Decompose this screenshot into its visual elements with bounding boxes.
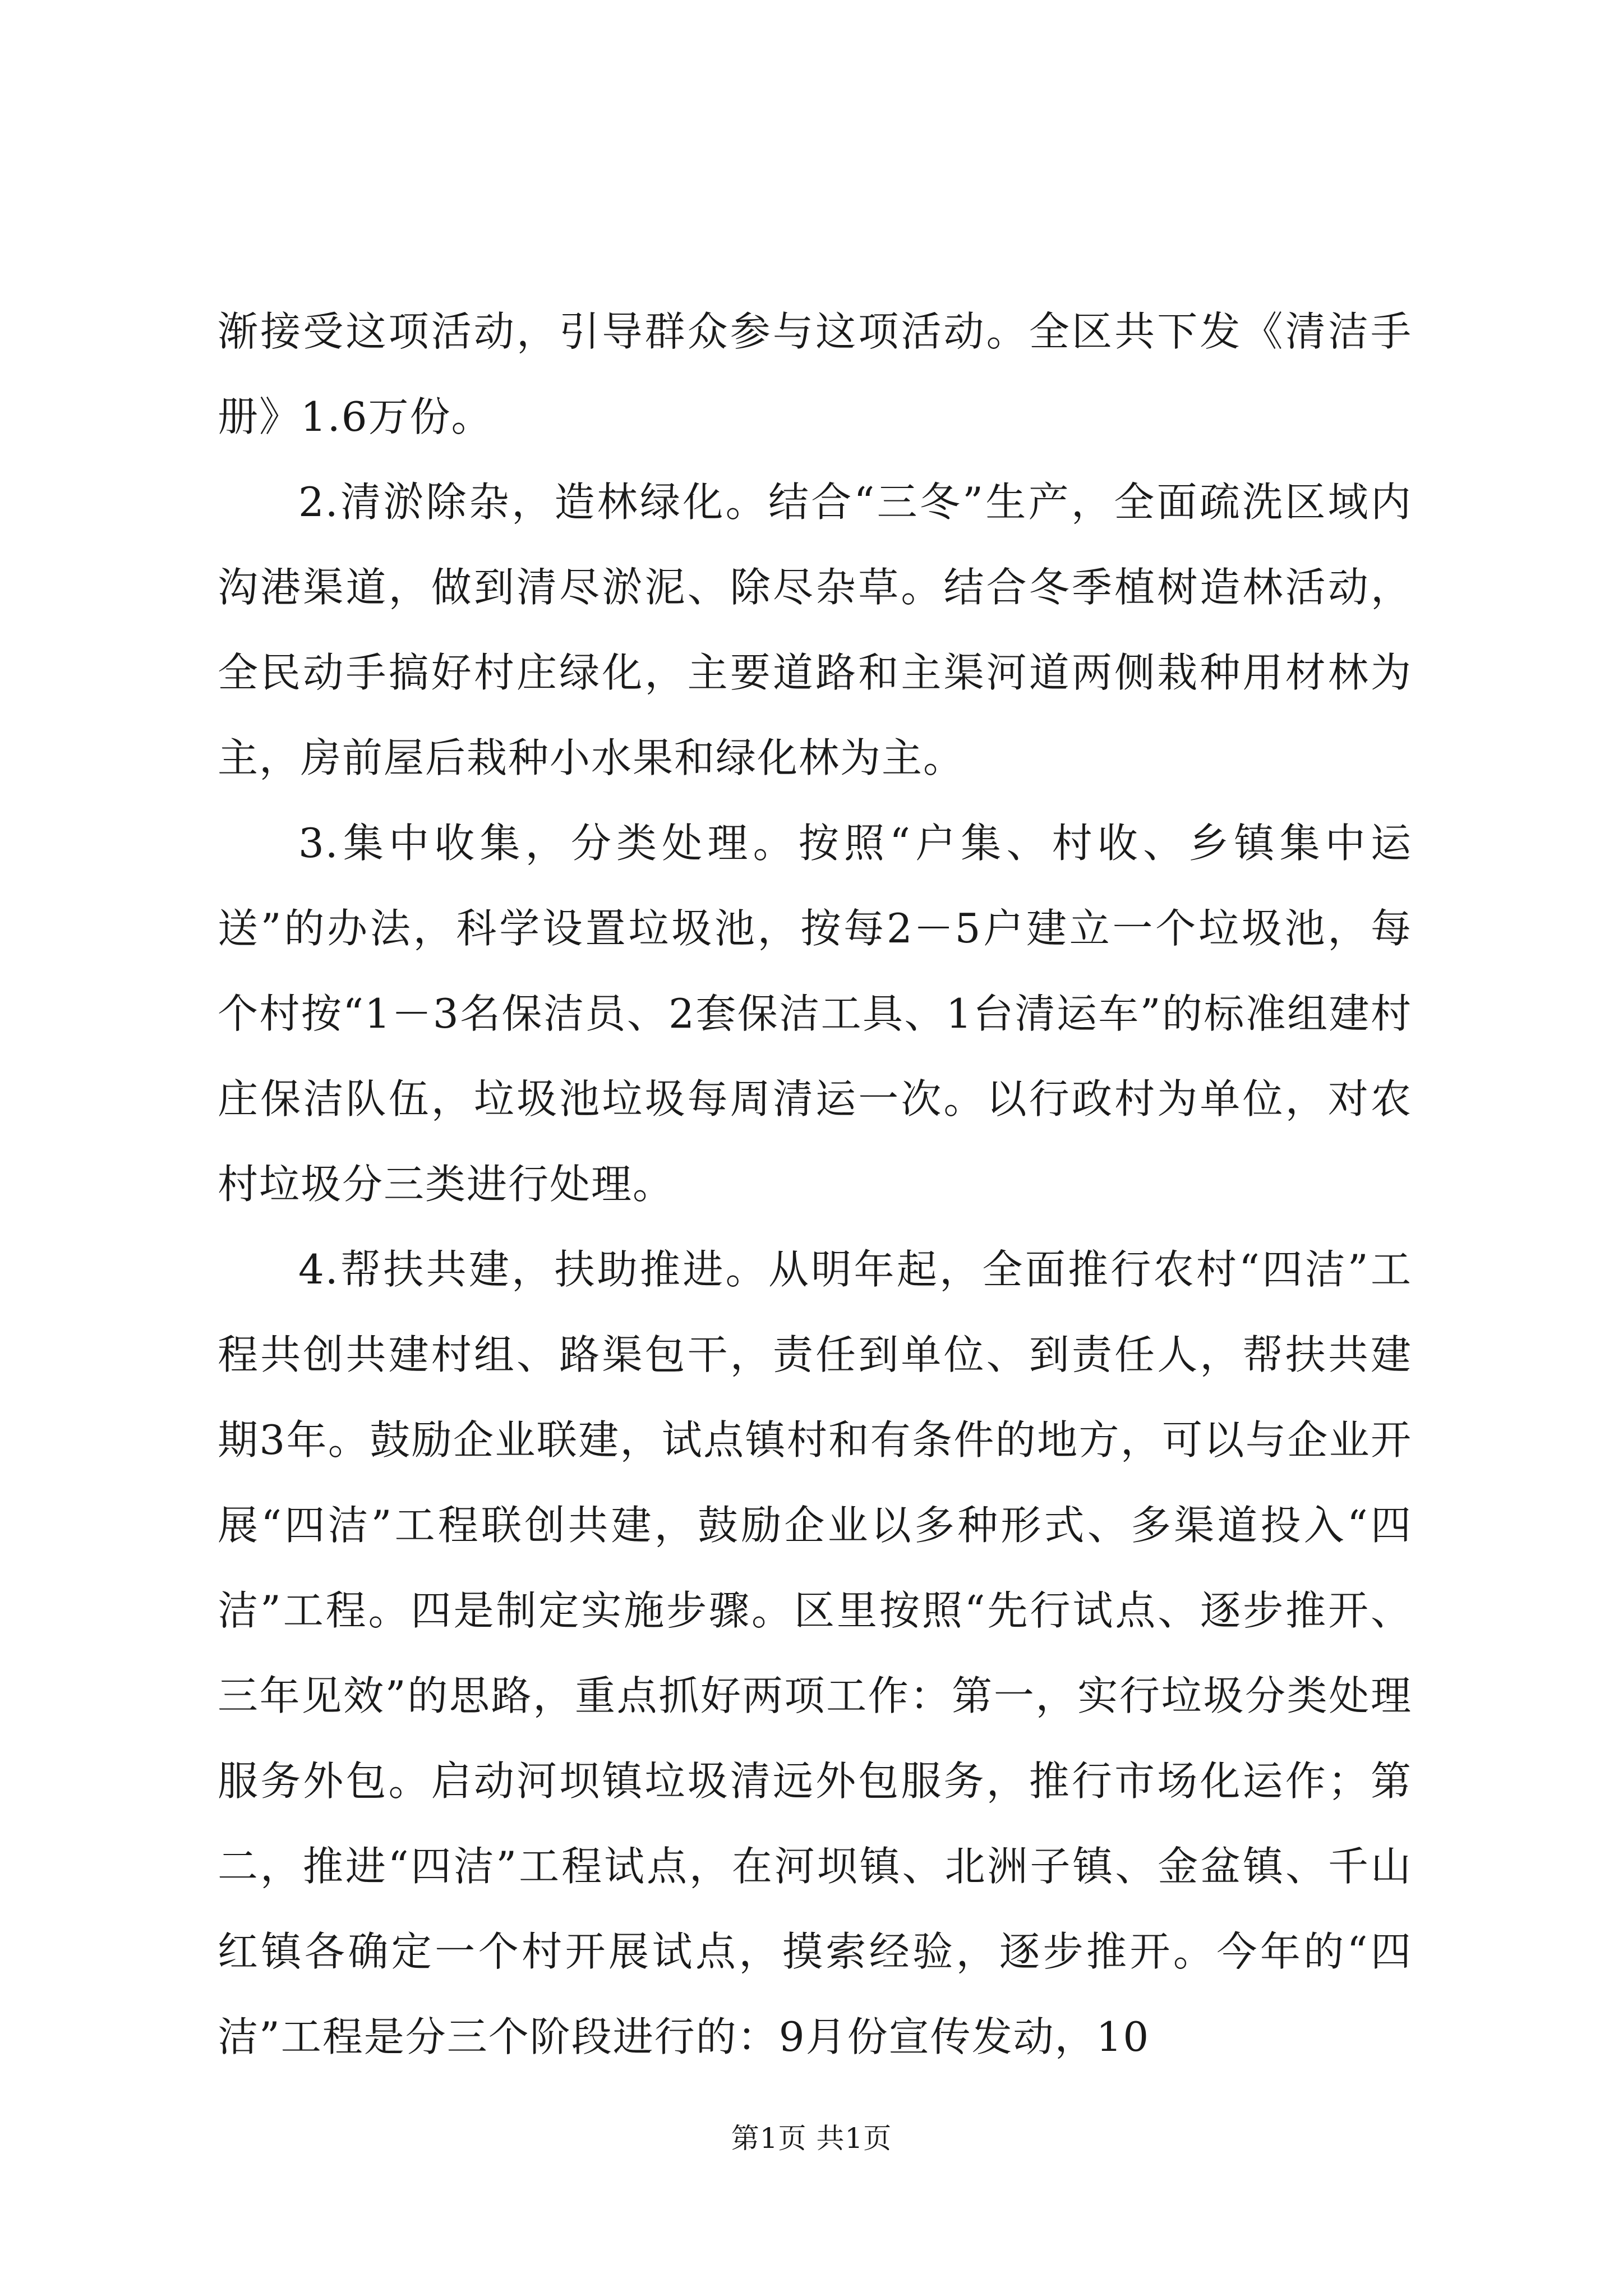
paragraph-continuation: 渐接受这项活动，引导群众参与这项活动。全区共下发《清洁手册》1.6万份。 [218,308,1412,440]
paragraph-item-2: 2.清淤除杂，造林绿化。结合“三冬”生产，全面疏洗区域内沟港渠道，做到清尽淤泥、除尽杂草。结合冬季植树造林活动，全民动手搞好村庄绿化，主要道路和主渠河道两侧栽种用材林为主，房前屋后栽种小水果和绿化林为主。 [218,478,1412,781]
document-body [218,289,1412,2079]
page-footer: 第1页 共1页 [731,2122,892,2155]
paragraph-item-3: 3.集中收集，分类处理。按照“户集、村收、乡镇集中运送”的办法，科学设置垃圾池，按每2－5户建立一个垃圾池，每个村按“1－3名保洁员、2套保洁工具、1台清运车”的标准组建村庄保洁队伍，垃圾池垃圾每周清运一次。以行政村为单位，对农村垃圾分三类进行处理。 [218,820,1412,1208]
paragraph-item-4: 4.帮扶共建，扶助推进。从明年起，全面推行农村“四洁”工程共创共建村组、路渠包干，责任到单位、到责任人，帮扶共建期3年。鼓励企业联建，试点镇村和有条件的地方，可以与企业开展“四洁”工程联创共建，鼓励企业以多种形式、多渠道投入“四洁”工程。四是制定实施步骤。区里按照“先行试点、逐步推开、三年见效”的思路，重点抓好两项工作：第一，实行垃圾分类处理服务外包。启动河坝镇垃圾清远外包服务，推行市场化运作；第二，推进“四洁”工程试点，在河坝镇、北洲子镇、金盆镇、千山红镇各确定一个村开展试点，摸索经验，逐步推开。今年的“四洁”工程是分三个阶段进行的：9月份宣传发动，10 [218,1246,1412,2060]
